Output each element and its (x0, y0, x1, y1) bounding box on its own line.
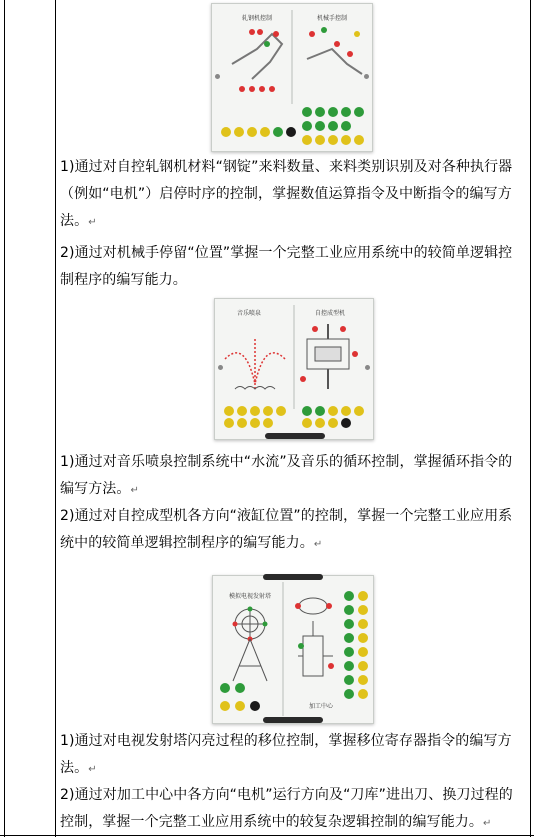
socket-row-yellow-1 (221, 127, 364, 145)
plc-board-music-fountain (214, 298, 374, 440)
board-3-title-right: 加工中心 (309, 703, 334, 710)
board-3-title-left: 模拟电视发射塔 (229, 593, 272, 600)
board-1-title-left: 轧钢机控制 (242, 15, 273, 22)
section-2-paragraph-1-text: 1)通过对音乐喷泉控制系统中“水流”及音乐的循环控制，掌握循环指令的编写方法。 (60, 454, 513, 497)
table-border-left (4, 0, 5, 837)
paragraph-mark: ↵ (313, 539, 323, 550)
paragraph-mark: ↵ (483, 818, 492, 829)
board-1-illustration (212, 4, 372, 151)
socket-column-3 (344, 591, 368, 699)
section-1-paragraph-1-text: 1)通过对自控轧钢机材料“钢锭”来料数量、来料类别识别及对各种执行器（例如“电机”）启停时序的控制，掌握数值运算指令及中断指令的编写方法。 (60, 159, 513, 229)
paragraph-mark: ↵ (88, 217, 97, 228)
paragraph-mark: ↵ (130, 485, 139, 496)
section-3-paragraph-1-text: 1)通过对电视发射塔闪亮过程的移位控制，掌握移位寄存器指令的编写方法。 (60, 733, 512, 776)
plc-board-rolling-mill (211, 3, 373, 152)
section-2-paragraph-2 (60, 503, 526, 558)
table-border-right (530, 0, 531, 837)
plc-board-tv-tower (212, 575, 374, 724)
content-cell (60, 0, 526, 837)
section-1-paragraph-2-text: 2)通过对机械手停留“位置”掌握一个完整工业应用系统中的较简单逻辑控制程序的编写能力。 (60, 245, 513, 288)
section-1-paragraph-1 (60, 154, 526, 236)
table-column-divider (55, 0, 56, 837)
board-2-title-right: 自控成型机 (315, 310, 346, 317)
section-3-paragraph-2 (60, 782, 526, 837)
board-2-illustration (215, 299, 373, 439)
section-1-paragraph-2 (60, 240, 526, 294)
section-2-paragraph-1 (60, 449, 526, 504)
board-3-illustration (213, 576, 373, 723)
board-1-title-right: 机械手控制 (317, 15, 348, 22)
socket-rows-2 (224, 406, 364, 428)
section-2-paragraph-2-text: 2)通过对自控成型机各方向“液缸位置”的控制，掌握一个完整工业应用系统中的较简单逻辑控制程序的编写能力。 (60, 508, 513, 551)
socket-row-green-1 (302, 107, 364, 131)
board-2-title-left: 音乐喷泉 (237, 310, 262, 317)
section-3-paragraph-2-text: 2)通过对加工中心中各方向“电机”运行方向及“刀库”进出刀、换刀过程的控制，掌握一个完整工业应用系统中的较复杂逻辑控制的编写能力。 (60, 787, 513, 830)
paragraph-mark: ↵ (88, 764, 97, 775)
section-3-paragraph-1 (60, 728, 526, 783)
